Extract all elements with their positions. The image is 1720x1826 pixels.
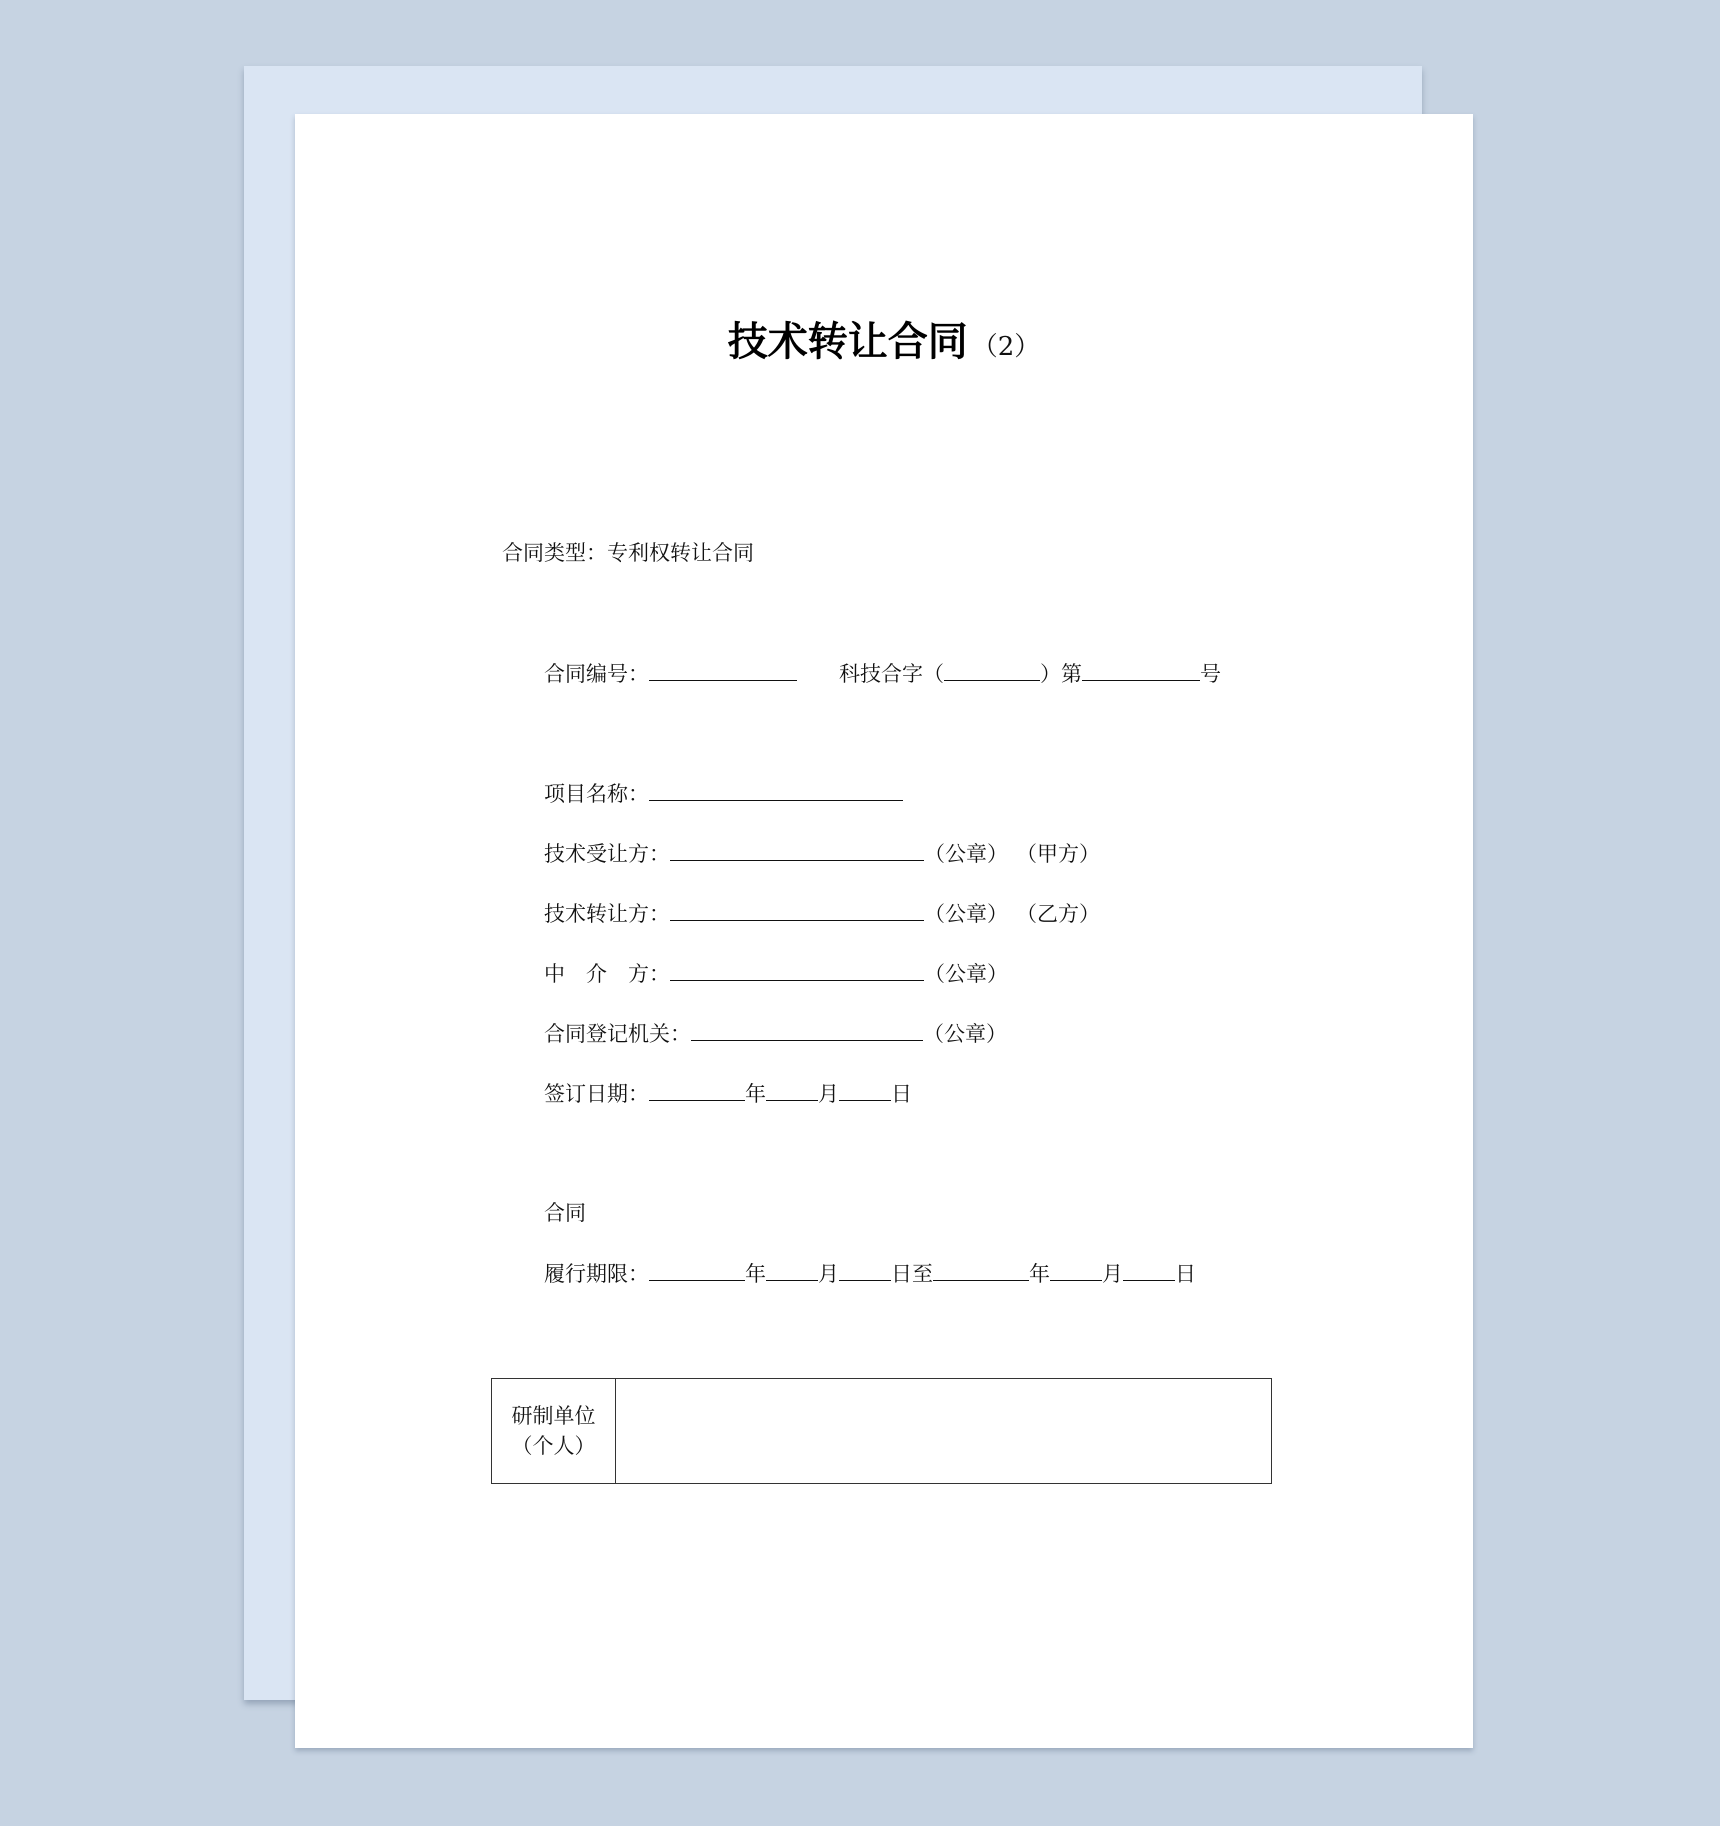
kezi-number-field[interactable] [1082, 658, 1200, 681]
sign-date-line [544, 1078, 912, 1109]
term-start-year-field[interactable] [649, 1258, 745, 1281]
contract-number-field[interactable] [649, 658, 797, 681]
intermediary-seal: （公章） [924, 962, 1008, 986]
developer-label-line2: （个人） [511, 1434, 596, 1458]
kezi-label: 科技合字（ [839, 662, 944, 686]
developer-value-cell[interactable] [616, 1379, 1271, 1483]
term-end-day-field[interactable] [1123, 1258, 1175, 1281]
transferee-line [544, 838, 1100, 869]
sign-year-unit: 年 [745, 1082, 766, 1106]
term-end-year-field[interactable] [933, 1258, 1029, 1281]
contract-type-line [502, 538, 754, 568]
developer-label-cell [492, 1379, 616, 1483]
kezi-mid: ）第 [1040, 662, 1082, 686]
term-label: 履行期限： [544, 1262, 649, 1286]
title-main: 技术转让合同 [727, 319, 968, 365]
term-start-day-unit: 日至 [891, 1262, 933, 1286]
transferor-line [544, 898, 1100, 929]
sign-day-field[interactable] [839, 1078, 891, 1101]
registrar-field[interactable] [691, 1018, 923, 1041]
intermediary-field[interactable] [670, 958, 924, 981]
contract-number-label: 合同编号： [544, 662, 649, 686]
registrar-seal: （公章） [923, 1022, 1007, 1046]
contract-number-line [544, 658, 1221, 689]
transferor-field[interactable] [670, 898, 924, 921]
term-end-month-unit: 月 [1102, 1262, 1123, 1286]
term-start-year-unit: 年 [745, 1262, 766, 1286]
term-start-month-field[interactable] [766, 1258, 818, 1281]
document-title [295, 310, 1473, 367]
registrar-label: 合同登记机关： [544, 1022, 691, 1046]
kezi-field[interactable] [944, 658, 1040, 681]
project-name-label: 项目名称： [544, 782, 649, 806]
contract-type: 合同类型：专利权转让合同 [502, 541, 754, 565]
intermediary-label: 中 介 方： [544, 962, 670, 986]
sign-month-field[interactable] [766, 1078, 818, 1101]
project-name-line [544, 778, 903, 809]
transferor-seal: （公章） [924, 902, 1008, 926]
contract-word: 合同 [544, 1201, 586, 1225]
registrar-line [544, 1018, 1007, 1049]
sign-day-unit: 日 [891, 1082, 912, 1106]
term-start-day-field[interactable] [839, 1258, 891, 1281]
kezi-end: 号 [1200, 662, 1221, 686]
term-end-month-field[interactable] [1050, 1258, 1102, 1281]
term-end-year-unit: 年 [1029, 1262, 1050, 1286]
transferee-seal: （公章） [924, 842, 1008, 866]
contract-word-line [544, 1198, 586, 1228]
developer-table [491, 1378, 1272, 1484]
sign-month-unit: 月 [818, 1082, 839, 1106]
developer-label-line1: 研制单位 [511, 1404, 596, 1428]
project-name-field[interactable] [649, 778, 903, 801]
term-end-day-unit: 日 [1175, 1262, 1196, 1286]
term-line [544, 1258, 1196, 1289]
transferor-label: 技术转让方： [544, 902, 670, 926]
title-suffix: （2） [971, 332, 1041, 362]
sign-year-field[interactable] [649, 1078, 745, 1101]
sign-date-label: 签订日期： [544, 1082, 649, 1106]
transferee-field[interactable] [670, 838, 924, 861]
party-b: （乙方） [1016, 902, 1100, 926]
transferee-label: 技术受让方： [544, 842, 670, 866]
intermediary-line [544, 958, 1008, 989]
term-start-month-unit: 月 [818, 1262, 839, 1286]
party-a: （甲方） [1016, 842, 1100, 866]
document-page [295, 114, 1473, 1748]
